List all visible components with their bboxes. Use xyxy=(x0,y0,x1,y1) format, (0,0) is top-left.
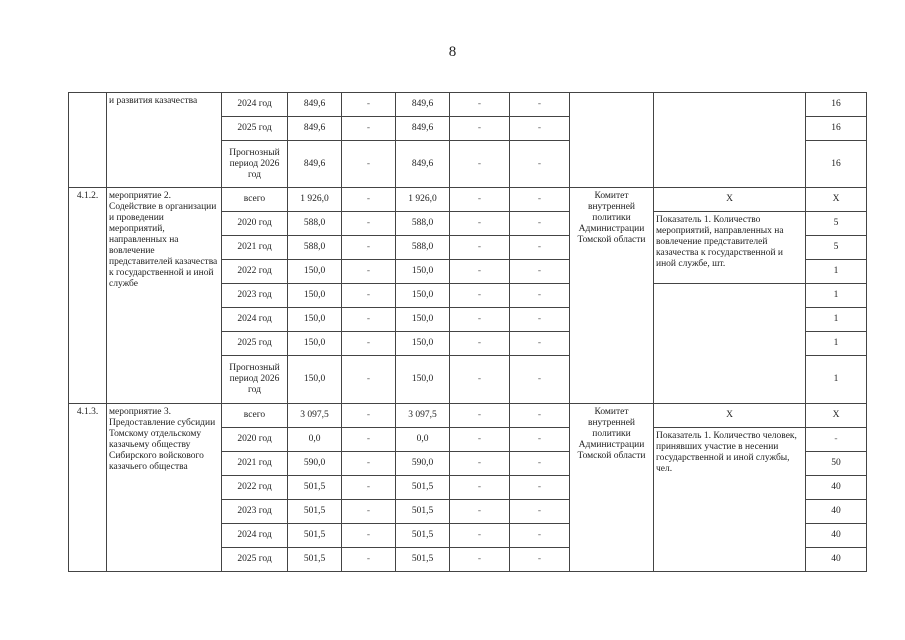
extra-cell: - xyxy=(510,308,570,332)
total-cell: 590,0 xyxy=(288,452,342,476)
local-cell: - xyxy=(450,117,510,141)
year-cell: всего xyxy=(222,188,288,212)
total-cell: 150,0 xyxy=(288,356,342,404)
section-name: мероприятие 3. Предоставление субсидии Томскому отдельскому казачьему обществу Сибирского войскового казачьего общества xyxy=(107,404,222,572)
regional-cell: 150,0 xyxy=(396,356,450,404)
regional-cell: 1 926,0 xyxy=(396,188,450,212)
extra-cell: - xyxy=(510,212,570,236)
federal-cell: - xyxy=(342,93,396,117)
indicator-description: Показатель 1. Количество человек, принявших участие в несении государственной и иной службы, чел. xyxy=(654,428,806,572)
table-row xyxy=(69,188,867,212)
total-cell: 849,6 xyxy=(288,141,342,188)
committee-cell xyxy=(570,93,654,188)
total-cell: 501,5 xyxy=(288,524,342,548)
federal-cell: - xyxy=(342,428,396,452)
value-cell: 16 xyxy=(806,141,867,188)
year-cell: 2025 год xyxy=(222,332,288,356)
local-cell: - xyxy=(450,236,510,260)
extra-cell: - xyxy=(510,500,570,524)
local-cell: - xyxy=(450,332,510,356)
section-name: мероприятие 2. Содействие в организации и проведении мероприятий, направленных на вовлечение представителей казачества к государственной и иной службе xyxy=(107,188,222,404)
year-cell: 2024 год xyxy=(222,93,288,117)
value-cell: 5 xyxy=(806,236,867,260)
extra-cell: - xyxy=(510,284,570,308)
year-cell: всего xyxy=(222,404,288,428)
regional-cell: 590,0 xyxy=(396,452,450,476)
total-cell: 501,5 xyxy=(288,548,342,572)
local-cell: - xyxy=(450,93,510,117)
year-cell: 2022 год xyxy=(222,476,288,500)
extra-cell: - xyxy=(510,332,570,356)
indicator-description: Показатель 1. Количество мероприятий, направленных на вовлечение представителей казачества к государственной и иной службе, шт. xyxy=(654,212,806,284)
table-row xyxy=(69,404,867,428)
extra-cell: - xyxy=(510,141,570,188)
year-cell: 2021 год xyxy=(222,452,288,476)
value-cell: - xyxy=(806,428,867,452)
local-cell: - xyxy=(450,356,510,404)
federal-cell: - xyxy=(342,308,396,332)
federal-cell: - xyxy=(342,500,396,524)
extra-cell: - xyxy=(510,452,570,476)
local-cell: - xyxy=(450,188,510,212)
value-cell: 40 xyxy=(806,476,867,500)
federal-cell: - xyxy=(342,452,396,476)
total-cell: 849,6 xyxy=(288,93,342,117)
extra-cell: - xyxy=(510,260,570,284)
program-table xyxy=(68,92,867,572)
indicator-empty xyxy=(654,284,806,404)
extra-cell: - xyxy=(510,404,570,428)
extra-cell: - xyxy=(510,476,570,500)
extra-cell: - xyxy=(510,236,570,260)
value-cell: Х xyxy=(806,188,867,212)
value-cell: 1 xyxy=(806,332,867,356)
regional-cell: 501,5 xyxy=(396,500,450,524)
regional-cell: 849,6 xyxy=(396,117,450,141)
value-cell: 50 xyxy=(806,452,867,476)
value-cell: Х xyxy=(806,404,867,428)
federal-cell: - xyxy=(342,117,396,141)
table-row xyxy=(69,93,867,117)
total-cell: 501,5 xyxy=(288,500,342,524)
federal-cell: - xyxy=(342,212,396,236)
value-cell: 16 xyxy=(806,93,867,117)
federal-cell: - xyxy=(342,332,396,356)
year-cell: 2024 год xyxy=(222,524,288,548)
total-cell: 150,0 xyxy=(288,260,342,284)
federal-cell: - xyxy=(342,548,396,572)
local-cell: - xyxy=(450,548,510,572)
local-cell: - xyxy=(450,476,510,500)
local-cell: - xyxy=(450,308,510,332)
page-number: 8 xyxy=(448,44,457,60)
total-cell: 150,0 xyxy=(288,284,342,308)
regional-cell: 501,5 xyxy=(396,476,450,500)
year-cell: 2023 год xyxy=(222,284,288,308)
regional-cell: 0,0 xyxy=(396,428,450,452)
total-cell: 849,6 xyxy=(288,117,342,141)
value-cell: 1 xyxy=(806,356,867,404)
regional-cell: 150,0 xyxy=(396,260,450,284)
year-cell: 2022 год xyxy=(222,260,288,284)
federal-cell: - xyxy=(342,260,396,284)
committee-cell: Комитет внутренней политики Администрации Томской области xyxy=(570,188,654,404)
extra-cell: - xyxy=(510,93,570,117)
year-cell: 2025 год xyxy=(222,548,288,572)
local-cell: - xyxy=(450,260,510,284)
value-cell: 1 xyxy=(806,308,867,332)
regional-cell: 150,0 xyxy=(396,284,450,308)
total-cell: 1 926,0 xyxy=(288,188,342,212)
local-cell: - xyxy=(450,452,510,476)
year-cell: 2024 год xyxy=(222,308,288,332)
regional-cell: 849,6 xyxy=(396,93,450,117)
total-cell: 3 097,5 xyxy=(288,404,342,428)
section-code: 4.1.3. xyxy=(69,404,107,572)
federal-cell: - xyxy=(342,404,396,428)
year-cell: Прогнозный период 2026 год xyxy=(222,356,288,404)
year-cell: 2020 год xyxy=(222,212,288,236)
extra-cell: - xyxy=(510,356,570,404)
total-cell: 588,0 xyxy=(288,212,342,236)
extra-cell: - xyxy=(510,117,570,141)
regional-cell: 150,0 xyxy=(396,332,450,356)
local-cell: - xyxy=(450,284,510,308)
local-cell: - xyxy=(450,500,510,524)
value-cell: 5 xyxy=(806,212,867,236)
regional-cell: 849,6 xyxy=(396,141,450,188)
year-cell: Прогнозный период 2026 год xyxy=(222,141,288,188)
section-name: и развития казачества xyxy=(107,93,222,188)
local-cell: - xyxy=(450,141,510,188)
total-cell: 150,0 xyxy=(288,308,342,332)
federal-cell: - xyxy=(342,356,396,404)
regional-cell: 501,5 xyxy=(396,524,450,548)
regional-cell: 588,0 xyxy=(396,212,450,236)
local-cell: - xyxy=(450,524,510,548)
extra-cell: - xyxy=(510,188,570,212)
regional-cell: 3 097,5 xyxy=(396,404,450,428)
federal-cell: - xyxy=(342,141,396,188)
local-cell: - xyxy=(450,428,510,452)
federal-cell: - xyxy=(342,524,396,548)
extra-cell: - xyxy=(510,524,570,548)
year-cell: 2021 год xyxy=(222,236,288,260)
total-cell: 150,0 xyxy=(288,332,342,356)
federal-cell: - xyxy=(342,188,396,212)
indicator-x-cell: Х xyxy=(654,404,806,428)
committee-cell: Комитет внутренней политики Администрации Томской области xyxy=(570,404,654,572)
value-cell: 1 xyxy=(806,284,867,308)
value-cell: 40 xyxy=(806,548,867,572)
local-cell: - xyxy=(450,212,510,236)
regional-cell: 588,0 xyxy=(396,236,450,260)
extra-cell: - xyxy=(510,428,570,452)
total-cell: 0,0 xyxy=(288,428,342,452)
value-cell: 1 xyxy=(806,260,867,284)
indicator-x-cell: Х xyxy=(654,188,806,212)
federal-cell: - xyxy=(342,476,396,500)
federal-cell: - xyxy=(342,284,396,308)
section-code: 4.1.2. xyxy=(69,188,107,404)
local-cell: - xyxy=(450,404,510,428)
year-cell: 2023 год xyxy=(222,500,288,524)
value-cell: 40 xyxy=(806,500,867,524)
year-cell: 2025 год xyxy=(222,117,288,141)
value-cell: 16 xyxy=(806,117,867,141)
regional-cell: 501,5 xyxy=(396,548,450,572)
section-code xyxy=(69,93,107,188)
indicator-cell xyxy=(654,93,806,188)
total-cell: 588,0 xyxy=(288,236,342,260)
federal-cell: - xyxy=(342,236,396,260)
total-cell: 501,5 xyxy=(288,476,342,500)
regional-cell: 150,0 xyxy=(396,308,450,332)
value-cell: 40 xyxy=(806,524,867,548)
extra-cell: - xyxy=(510,548,570,572)
year-cell: 2020 год xyxy=(222,428,288,452)
